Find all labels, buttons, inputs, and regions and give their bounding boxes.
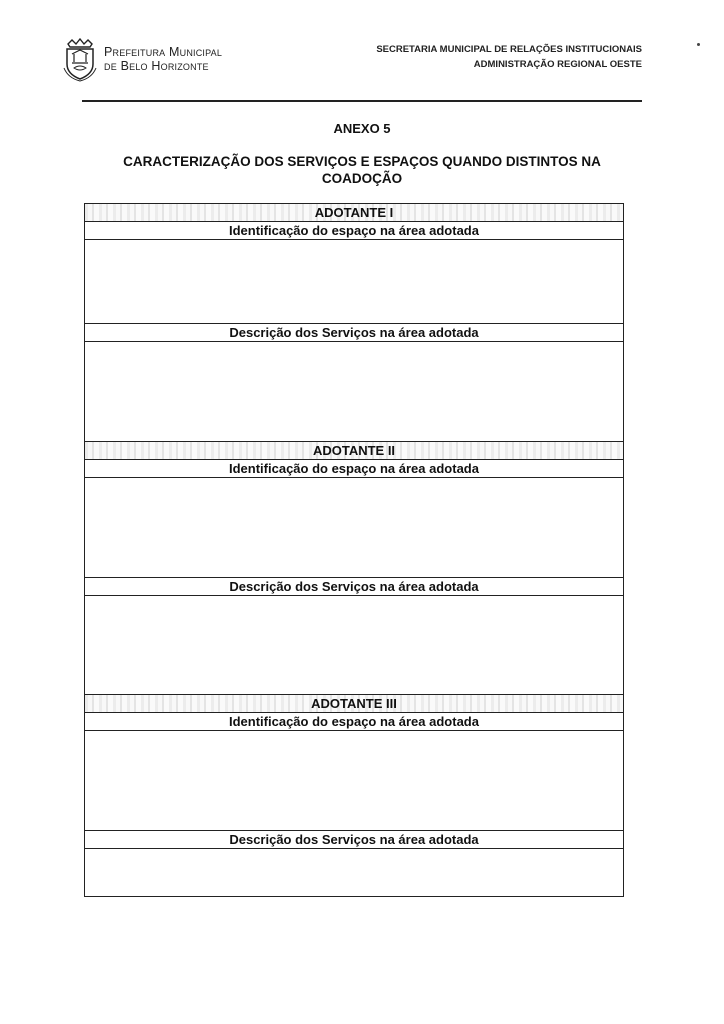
department-name [376,42,642,72]
scan-speck [697,43,700,46]
identificacao-label-2: Identificação do espaço na área adotada [85,459,623,477]
identificacao-field-3[interactable] [85,730,623,830]
adotante-header-2: ADOTANTE II [85,441,623,459]
org-line-1: Prefeitura Municipal [104,45,223,59]
annex-title: ANEXO 5 [333,121,391,136]
adotante-header-3: ADOTANTE III [85,694,623,712]
organization-name [104,45,222,73]
department-line-2: ADMINISTRAÇÃO REGIONAL OESTE [473,59,642,70]
identificacao-label-3: Identificação do espaço na área adotada [85,712,623,730]
descricao-field-2[interactable] [85,595,623,694]
descricao-label-3: Descrição dos Serviços na área adotada [85,830,623,848]
descricao-label-2: Descrição dos Serviços na área adotada [85,577,623,595]
city-coat-of-arms-icon [62,38,98,82]
header-divider [82,100,642,102]
department-line-1: SECRETARIA MUNICIPAL DE RELAÇÕES INSTITUCIONAIS [376,44,642,55]
identificacao-label-1: Identificação do espaço na área adotada [85,221,623,239]
org-line-2: de Belo Horizonte [104,59,209,73]
page-header [0,0,724,110]
identificacao-field-1[interactable] [85,239,623,323]
adopter-form-table [84,203,624,897]
identificacao-field-2[interactable] [85,477,623,577]
descricao-field-1[interactable] [85,341,623,441]
adotante-header-1: ADOTANTE I [85,204,623,221]
document-subtitle: CARACTERIZAÇÃO DOS SERVIÇOS E ESPAÇOS QUANDO DISTINTOS NA COADOÇÃO [123,154,601,186]
descricao-field-3[interactable] [85,848,623,896]
descricao-label-1: Descrição dos Serviços na área adotada [85,323,623,341]
